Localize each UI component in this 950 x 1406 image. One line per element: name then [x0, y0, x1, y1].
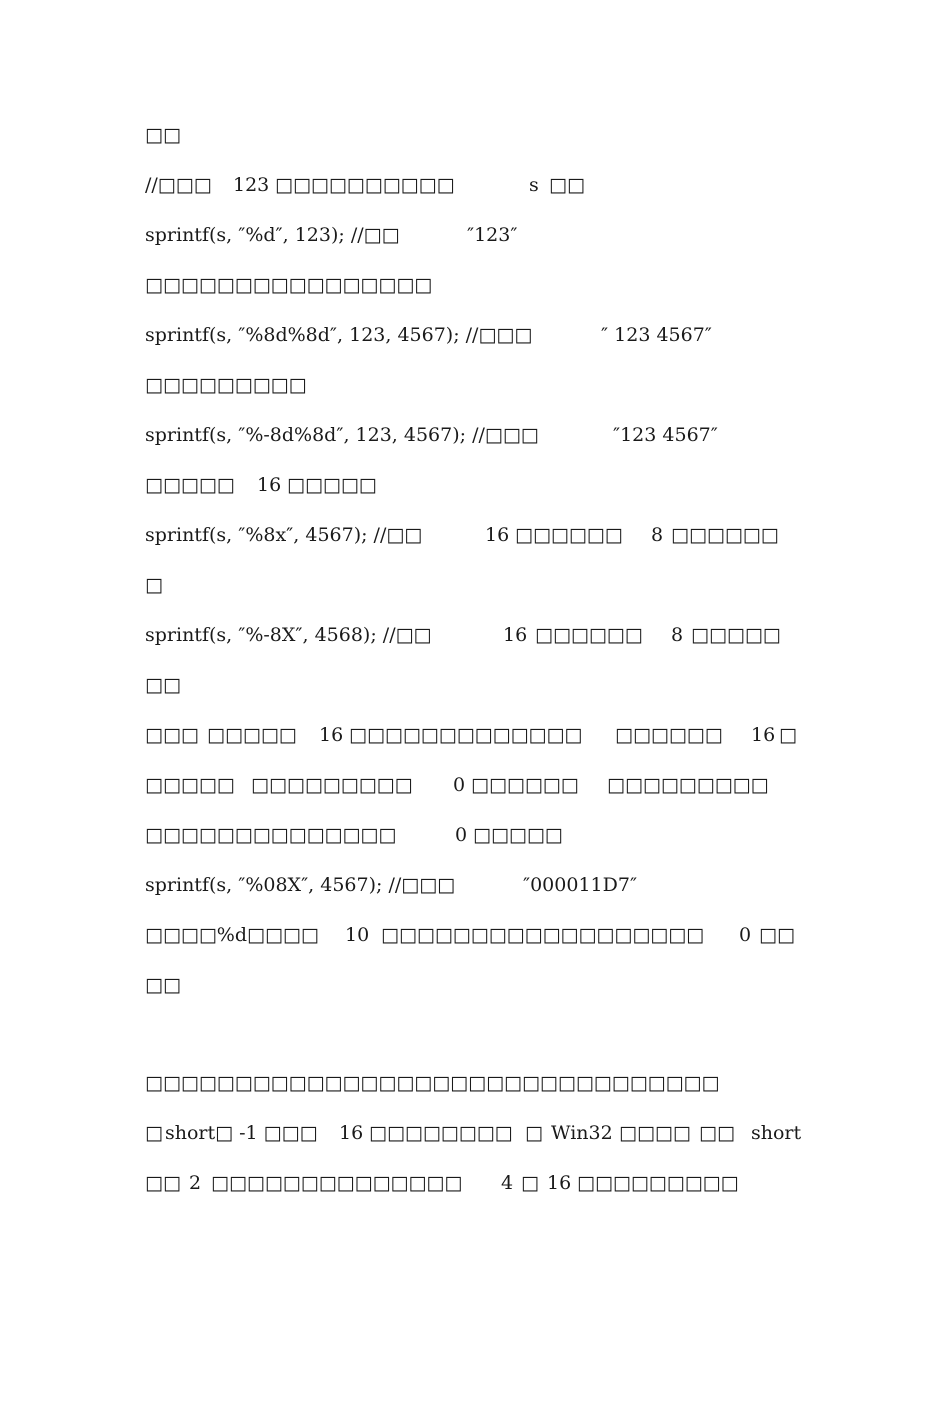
text-segment: 0 — [739, 924, 752, 946]
text-segment: □□□□□□□□□□□□□□□□□□ — [381, 924, 705, 946]
text-segment: □□□□□□□□□□□□□□ — [145, 824, 397, 846]
code-segment: ″000011D7″ — [523, 874, 638, 896]
text-segment: short□ -1 □□□ — [165, 1122, 318, 1144]
text-segment: □□□□□ — [145, 774, 235, 796]
code-segment: 16 — [503, 624, 528, 646]
text-segment: short — [751, 1122, 802, 1144]
text-line — [145, 372, 307, 398]
text-segment: □□ — [699, 1122, 735, 1144]
text-segment: □ — [145, 1122, 163, 1144]
text-segment: □□□□□□□□□□□□□□□□ — [145, 274, 433, 296]
text-segment: □□ — [145, 974, 181, 996]
text-line — [145, 922, 795, 948]
code-segment: ″ 123 4567″ — [601, 324, 712, 346]
text-segment: □□□□□□□□□□ — [275, 174, 455, 196]
text-segment: □□ — [549, 174, 585, 196]
text-line — [145, 722, 797, 748]
text-segment: 0 — [455, 824, 468, 846]
code-segment: □□□□□ — [691, 624, 781, 646]
code-segment: sprintf(s, ″%8x″, 4567); //□□ — [145, 524, 423, 546]
code-segment: □□□□□□ — [671, 524, 779, 546]
text-line — [145, 672, 181, 698]
text-segment: □□□□□□ — [471, 774, 579, 796]
code-segment: sprintf(s, ″%08X″, 4567); //□□□ — [145, 874, 456, 896]
code-line — [145, 522, 779, 548]
text-line — [145, 572, 169, 598]
text-segment: □□□□□ — [287, 474, 377, 496]
code-segment: sprintf(s, ″%d″, 123); //□□ — [145, 224, 400, 246]
text-segment: 16 — [319, 724, 344, 746]
text-line — [145, 272, 433, 298]
text-segment: □□□□□□□□□□□□□□ — [211, 1172, 463, 1194]
text-segment: □□□□□ — [207, 724, 297, 746]
text-segment: 16 — [339, 1122, 364, 1144]
text-segment: □ — [779, 724, 797, 746]
code-segment: 8 — [671, 624, 684, 646]
text-segment: □□□ — [145, 724, 199, 746]
text-segment: □□ — [145, 1172, 181, 1194]
code-line — [145, 322, 712, 348]
text-line — [145, 972, 181, 998]
text-segment: □□□□□ — [473, 824, 563, 846]
text-segment: □ — [525, 1122, 543, 1144]
text-segment: □□□□□□□□□□□□□□□□□□□□□□□□□□□□□□□□ — [145, 1072, 720, 1094]
text-segment: Win32 — [551, 1122, 613, 1144]
code-segment: 8 — [651, 524, 664, 546]
text-segment: 16 — [257, 474, 282, 496]
text-segment: □ — [145, 574, 163, 596]
text-segment: □□□□□□ — [615, 724, 723, 746]
text-line — [145, 1070, 720, 1096]
text-segment: □□□□□□□□□ — [251, 774, 413, 796]
code-segment: sprintf(s, ″%-8d%8d″, 123, 4567); //□□□ — [145, 424, 539, 446]
code-segment: 16 — [485, 524, 510, 546]
text-segment: □□ — [145, 674, 181, 696]
text-segment: s — [529, 174, 539, 196]
code-segment: sprintf(s, ″%-8X″, 4568); //□□ — [145, 624, 432, 646]
text-line — [145, 1120, 802, 1146]
code-segment: ″123″ — [467, 224, 518, 246]
code-segment: sprintf(s, ″%8d%8d″, 123, 4567); //□□□ — [145, 324, 533, 346]
text-segment: □□□□%d□□□□ — [145, 924, 319, 946]
text-segment: 10 — [345, 924, 370, 946]
text-line — [145, 772, 769, 798]
text-line — [145, 122, 181, 148]
text-line — [145, 172, 585, 198]
text-segment: □□□□□□□□□□□□□ — [349, 724, 583, 746]
code-line — [145, 872, 638, 898]
text-segment: □□□□□□□□□ — [577, 1172, 739, 1194]
code-line — [145, 222, 518, 248]
code-line — [145, 422, 718, 448]
text-line — [145, 1170, 739, 1196]
text-line — [145, 822, 563, 848]
code-segment: ″123 4567″ — [613, 424, 718, 446]
text-segment: □□ — [759, 924, 795, 946]
code-segment: □□□□□□ — [515, 524, 623, 546]
text-segment: □ — [521, 1172, 539, 1194]
text-segment: □□ — [145, 124, 181, 146]
text-segment: □□□□□□□□ — [369, 1122, 513, 1144]
code-segment: □□□□□□ — [535, 624, 643, 646]
text-segment: 16 — [751, 724, 776, 746]
text-segment: //□□□ — [145, 174, 212, 196]
text-segment: □□□□□ — [145, 474, 235, 496]
text-segment: 0 — [453, 774, 466, 796]
text-segment: 16 — [547, 1172, 572, 1194]
text-segment: 2 — [189, 1172, 202, 1194]
text-segment: 4 — [501, 1172, 514, 1194]
text-line — [145, 472, 377, 498]
code-line — [145, 622, 781, 648]
text-segment: 123 — [233, 174, 270, 196]
text-segment: □□□□ — [619, 1122, 691, 1144]
text-segment: □□□□□□□□□ — [145, 374, 307, 396]
text-segment: □□□□□□□□□ — [607, 774, 769, 796]
